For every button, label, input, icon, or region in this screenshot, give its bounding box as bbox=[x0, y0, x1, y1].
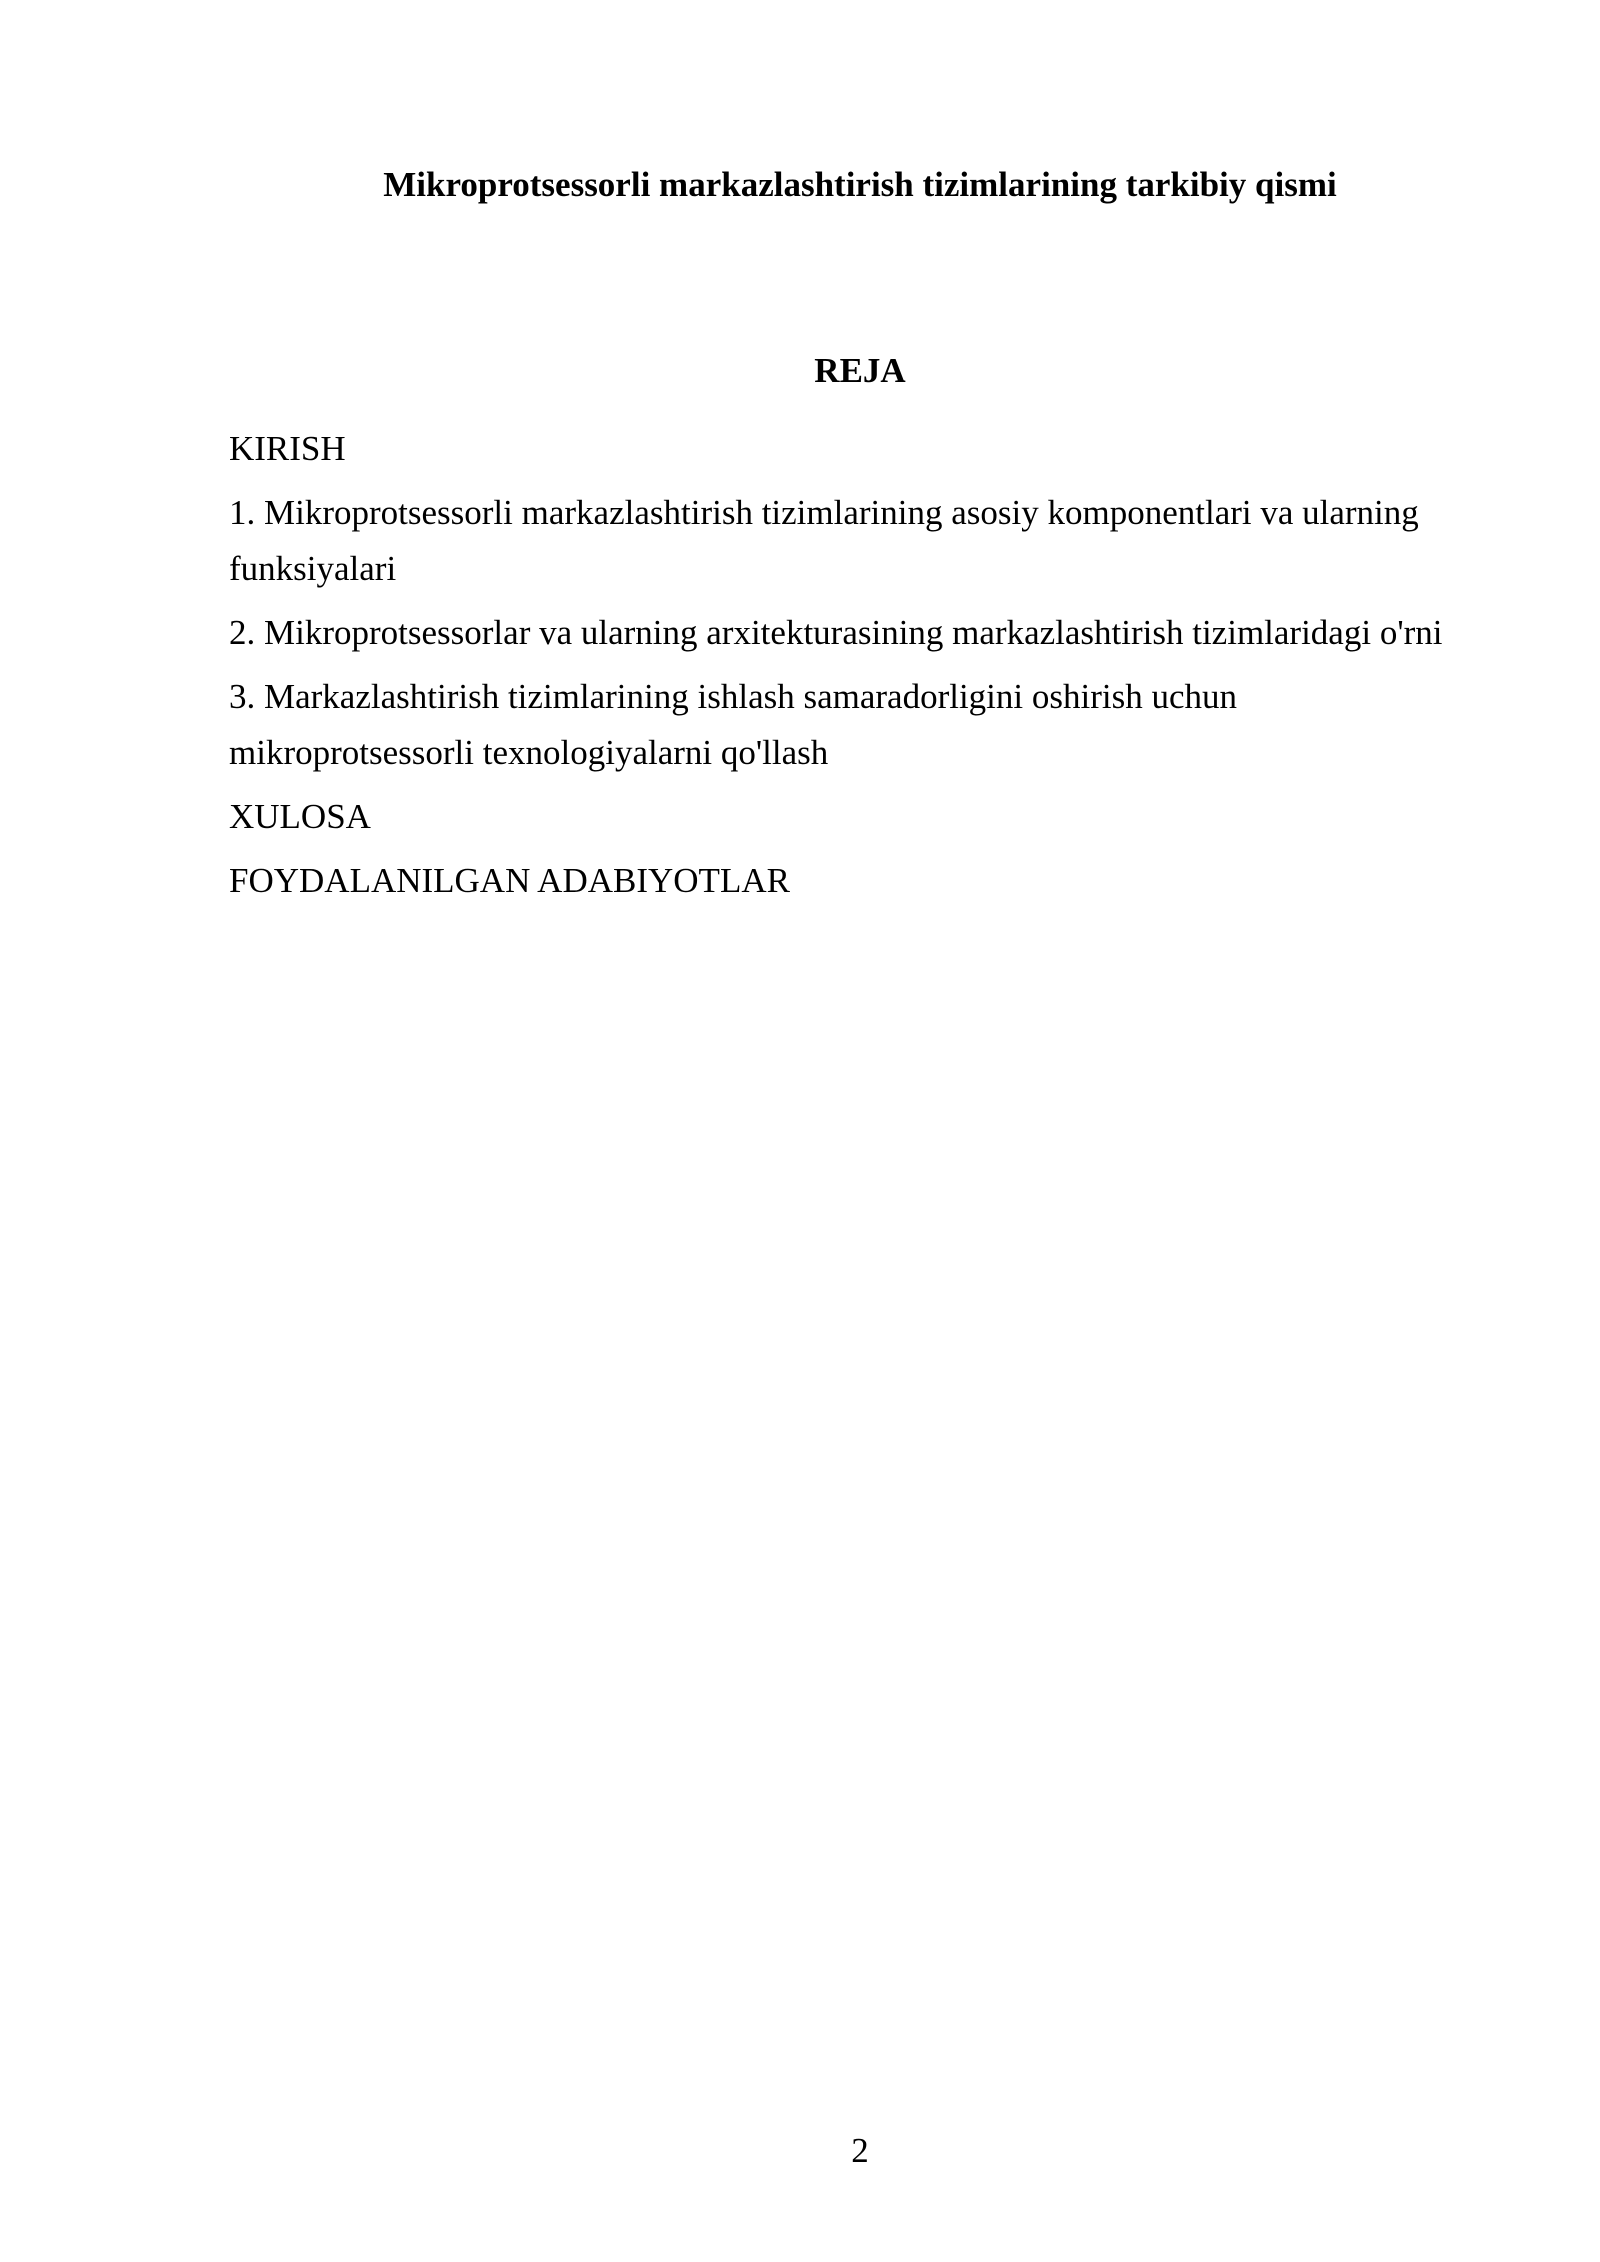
plan-heading: REJA bbox=[814, 351, 906, 390]
plan-item-conclusion: XULOSA bbox=[229, 797, 371, 836]
plan-item-2: 2. Mikroprotsessorlar va ularning arxitekturasining markazlashtirish tizimlaridagi o'rni bbox=[229, 613, 1443, 652]
plan-item-1: 1. Mikroprotsessorli markazlashtirish tizimlarining asosiy komponentlari va ularning funksiyalari bbox=[229, 493, 1419, 588]
document-title: Mikroprotsessorli markazlashtirish tizimlarining tarkibiy qismi bbox=[383, 165, 1337, 204]
plan-item-3: 3. Markazlashtirish tizimlarining ishlash samaradorligini oshirish uchun mikroprotsessorli texnologiyalarni qo'llash bbox=[229, 677, 1238, 772]
plan-item-references: FOYDALANILGAN ADABIYOTLAR bbox=[229, 861, 790, 900]
plan-item-introduction: KIRISH bbox=[229, 429, 346, 468]
plan-list bbox=[229, 421, 1479, 917]
page-number: 2 bbox=[851, 2131, 869, 2170]
